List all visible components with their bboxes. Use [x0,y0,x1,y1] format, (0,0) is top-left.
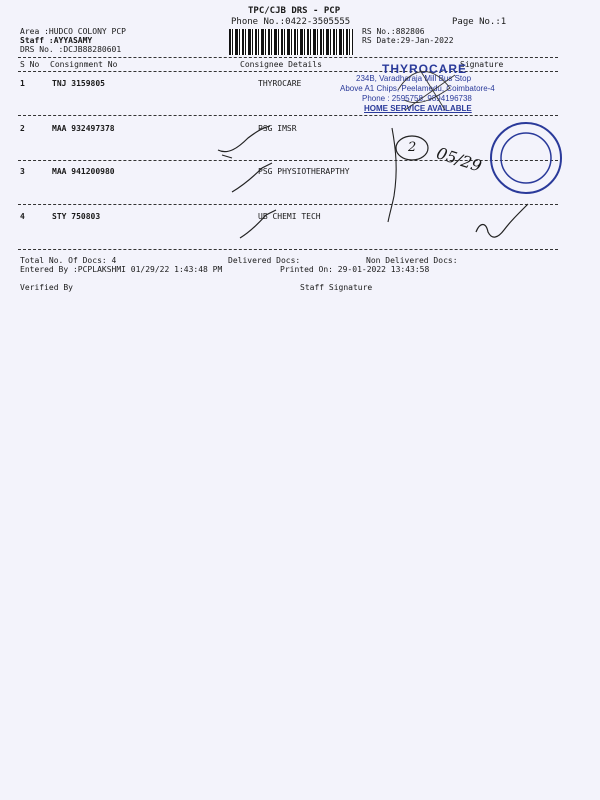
row-consignment: STY 750803 [52,212,101,221]
col-consignment: Consignment No [50,60,118,69]
signature-stroke [476,204,528,237]
handwritten-mark: 2 [408,140,417,155]
signature-stroke [222,155,232,158]
rs-date: RS Date:29-Jan-2022 [362,36,454,45]
col-signature: Signature [460,60,504,69]
printed-on: Printed On: 29-01-2022 13:43:58 [280,265,430,274]
total-docs: Total No. Of Docs: 4 [20,256,117,265]
phone-number: Phone No.:0422-3505555 [231,17,351,27]
report-title: TPC/CJB DRS - PCP [248,6,341,16]
signature-stroke [232,163,272,192]
row-sno: 3 [20,167,25,176]
staff-field: Staff :AYYASAMY [20,36,93,45]
stamp-line: 234B, Varadharaja Mill Bus Stop [356,74,472,83]
entered-by: Entered By :PCPLAKSHMI 01/29/22 1:43:48 PM [20,265,223,274]
staff-signature-label: Staff Signature [300,283,373,292]
row-sno: 2 [20,124,25,133]
row-consignee: THYROCARE [258,79,302,88]
stamp-brand: THYROCARE [382,62,468,76]
delivered-docs: Delivered Docs: [228,256,301,265]
stamp-line: Phone : 2595758, 9894196738 [362,94,472,103]
rs-number: RS No.:882806 [362,27,425,36]
row-sno: 4 [20,212,25,221]
row-consignment: MAA 941200980 [52,167,115,176]
row-sno: 1 [20,79,25,88]
col-sno: S No [20,60,40,69]
non-delivered-docs: Non Delivered Docs: [366,256,458,265]
row-consignee: UB CHEMI TECH [258,212,321,221]
signature-stroke [218,126,270,152]
row-consignment: TNJ 3159805 [52,79,105,88]
col-consignee: Consignee Details [240,60,322,69]
handwritten-date: 05/29 [434,143,484,176]
stamp-line: Above A1 Chips, Peelamedu, Coimbatore-4 [340,84,495,93]
row-consignment: MAA 932497378 [52,124,115,133]
row-consignee: PSG PHYSIOTHERAPTHY [258,167,350,176]
row-consignee: PSG IMSR [258,124,297,133]
page-number: Page No.:1 [452,17,507,27]
area-field: Area :HUDCO COLONY PCP [20,27,126,36]
verified-by: Verified By [20,283,73,292]
handwritten-circle [396,136,428,160]
signature-stroke [388,128,396,222]
drs-number: DRS No. :DCJB88280601 [20,45,122,54]
stamp-line: HOME SERVICE AVAILABLE [364,104,472,113]
psg-seal [501,133,551,183]
signature-stroke [240,210,276,238]
stamp-scribble [398,70,455,110]
